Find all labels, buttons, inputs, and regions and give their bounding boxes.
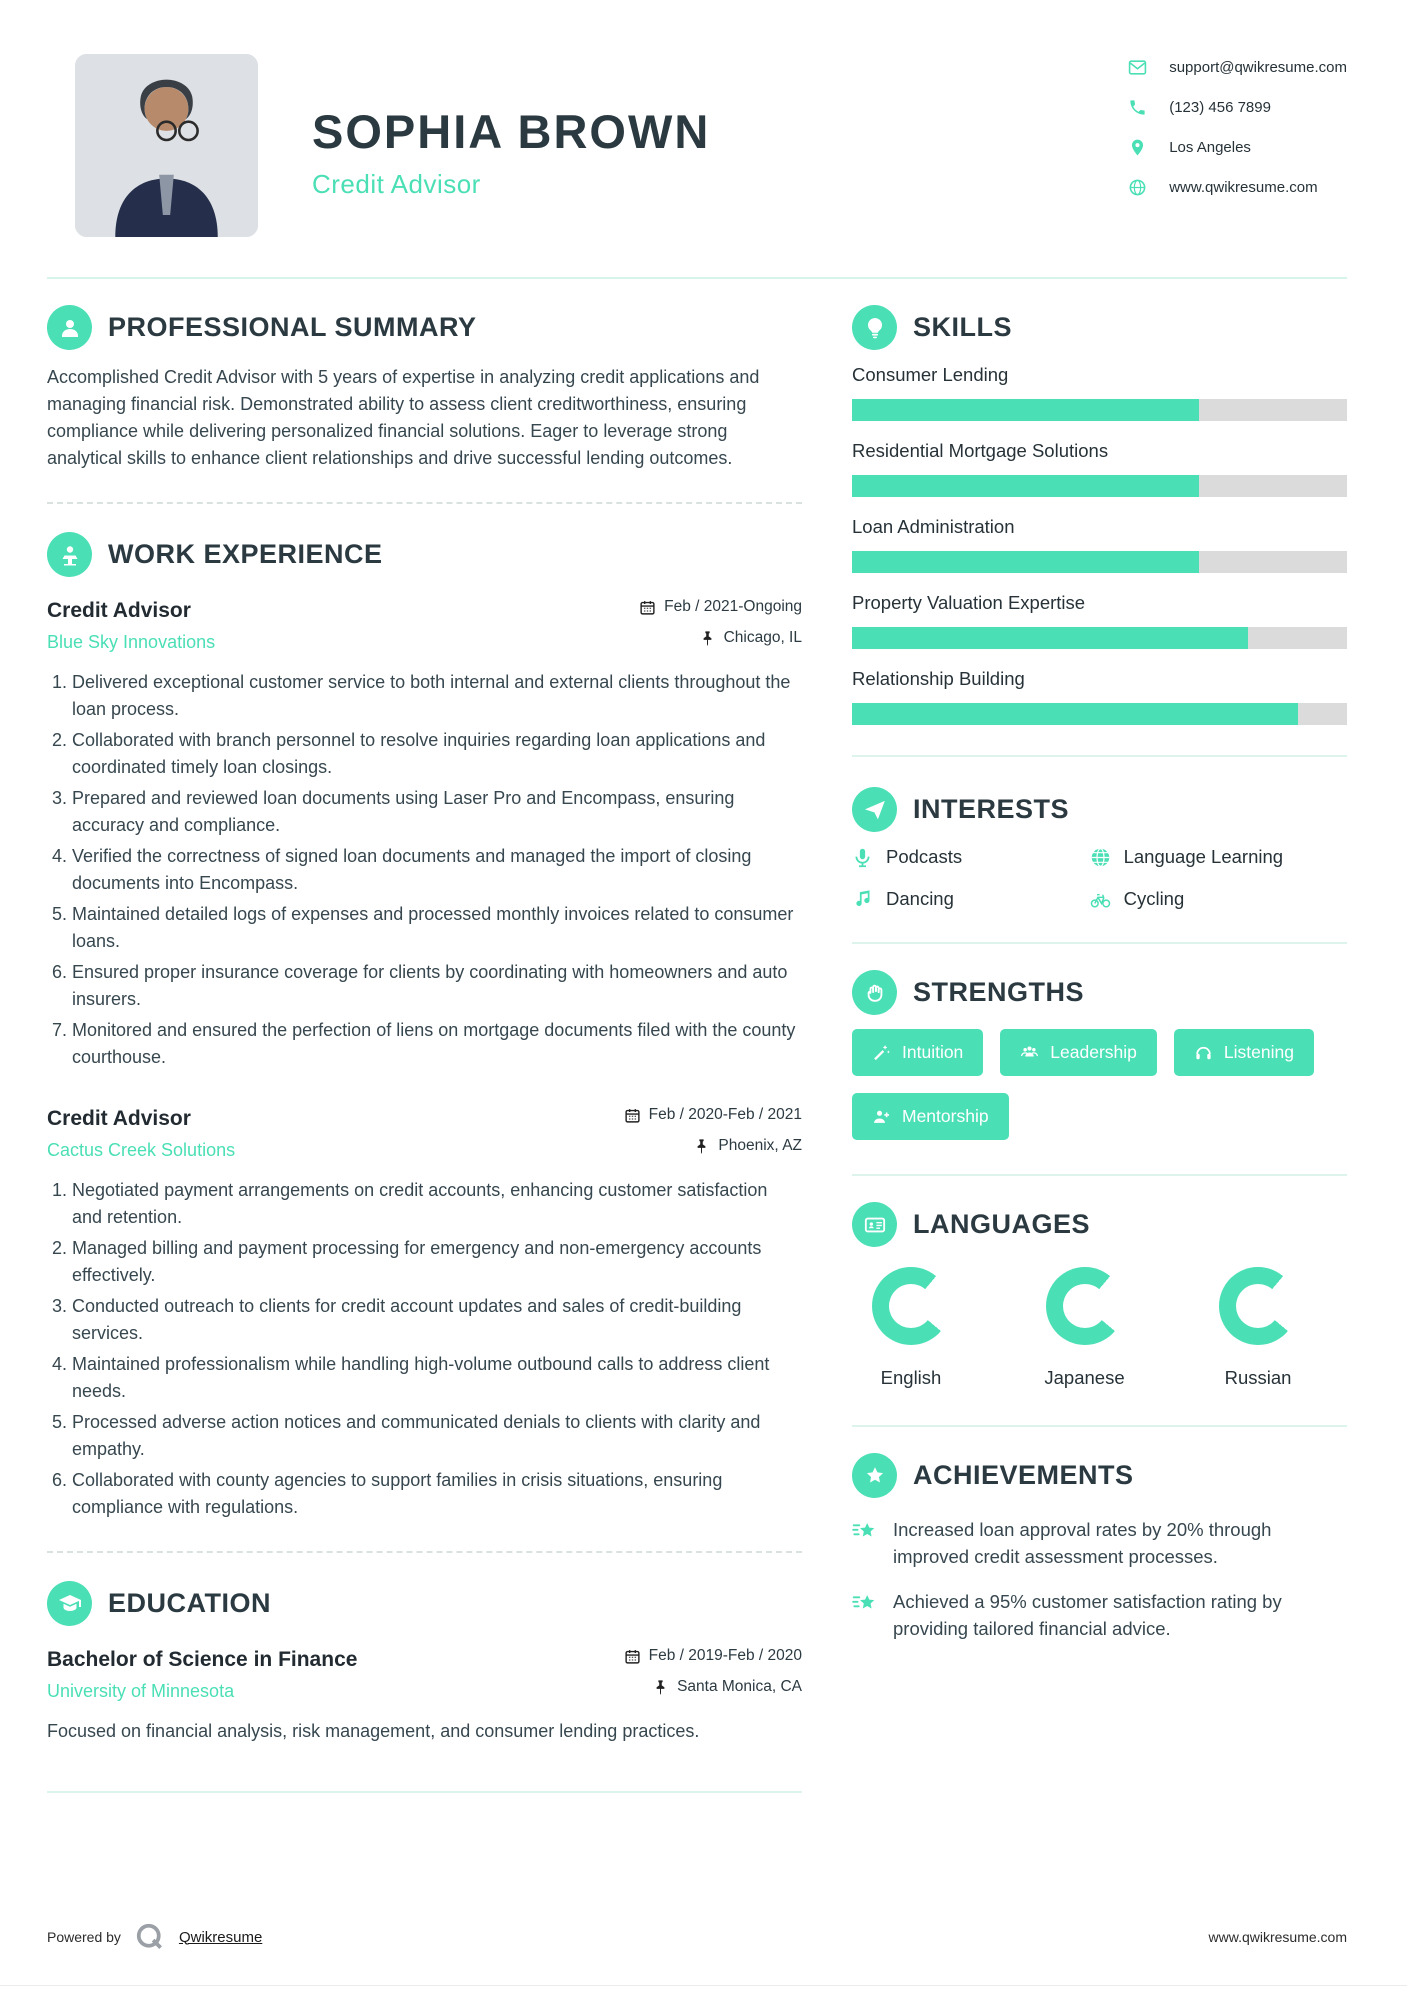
interest-label: Language Learning: [1123, 846, 1284, 867]
job-bullet: 2. Managed billing and payment processing for emergency and non-emergency accounts effectively.: [72, 1235, 802, 1289]
right-column: [852, 305, 1347, 1793]
language-donut: [872, 1267, 950, 1345]
skill-label: Relationship Building: [852, 668, 1025, 689]
profile-photo-illustration: [75, 54, 258, 237]
interest-item: [852, 888, 1090, 910]
page-bottom-rule: [0, 1985, 1407, 1986]
school-name: University of Minnesota: [47, 1681, 235, 1701]
education-heading: EDUCATION: [108, 1588, 271, 1618]
language-label: Japanese: [1044, 1367, 1125, 1388]
section-divider: [47, 1551, 802, 1553]
section-divider: [47, 502, 802, 504]
contact-block: [1128, 58, 1347, 218]
job-bullet: 4. Verified the correctness of signed loan documents and managed the import of closing documents into Encompass.: [72, 843, 802, 897]
skills-heading: SKILLS: [913, 312, 1013, 342]
skill-label: Property Valuation Expertise: [852, 592, 1086, 613]
job-entry: [47, 1099, 802, 1521]
shooting-star-icon: [852, 1590, 879, 1617]
job-company: Cactus Creek Solutions: [47, 1140, 236, 1160]
profile-photo: [75, 54, 258, 237]
job-bullet: 4. Maintained professionalism while handling high-volume outbound calls to address client needs.: [72, 1351, 802, 1405]
section-divider: [852, 1174, 1347, 1176]
wand-icon: [872, 1043, 891, 1062]
languages-heading: LANGUAGES: [913, 1209, 1091, 1239]
strength-label: Mentorship: [902, 1106, 989, 1126]
team-icon: [1020, 1043, 1039, 1062]
pushpin-icon: [693, 1138, 710, 1155]
contact-website[interactable]: [1128, 178, 1347, 197]
job-location: Phoenix, AZ: [693, 1137, 802, 1155]
qwikresume-brand-link[interactable]: Qwikresume: [178, 1928, 263, 1946]
achievements-heading: ACHIEVEMENTS: [913, 1460, 1134, 1490]
star-medal-icon: [852, 1453, 897, 1498]
interest-label: Podcasts: [886, 846, 963, 867]
interests-section-header: [852, 787, 1347, 832]
summary-heading: PROFESSIONAL SUMMARY: [108, 312, 477, 342]
job-bullet: 1. Negotiated payment arrangements on credit accounts, enhancing customer satisfaction and retention.: [72, 1177, 802, 1231]
skill-bar: [852, 551, 1347, 573]
identity-block: [312, 104, 710, 200]
section-divider: [47, 1791, 802, 1793]
skill-item: [852, 364, 1347, 421]
job-bullet: 6. Collaborated with county agencies to support families in crisis situations, ensuring compliance with regulations.: [72, 1467, 802, 1521]
email-icon: [1128, 58, 1147, 77]
skill-label: Residential Mortgage Solutions: [852, 440, 1109, 461]
achievement-item: [852, 1588, 1347, 1642]
location-icon: [1128, 138, 1147, 157]
achievement-text: Achieved a 95% customer satisfaction rating by providing tailored financial advice.: [893, 1591, 1282, 1639]
strengths-heading: STRENGTHS: [913, 977, 1085, 1007]
achievements-section-header: [852, 1453, 1347, 1498]
job-entry: [47, 591, 802, 1071]
skill-bar-fill: [852, 703, 1298, 725]
interest-label: Dancing: [886, 888, 954, 909]
header-divider: [47, 277, 1347, 279]
skill-bar: [852, 627, 1347, 649]
strengths-section-header: [852, 970, 1347, 1015]
job-title: Credit Advisor: [47, 1107, 191, 1130]
skill-bar-fill: [852, 627, 1248, 649]
interests-heading: INTERESTS: [913, 794, 1070, 824]
pushpin-icon: [699, 630, 716, 647]
achievement-text: Increased loan approval rates by 20% through improved credit assessment processes.: [893, 1519, 1272, 1567]
header: [47, 42, 1347, 237]
user-plus-icon: [872, 1107, 891, 1126]
pushpin-icon: [652, 1679, 669, 1696]
strength-label: Listening: [1223, 1042, 1294, 1062]
degree-title: Bachelor of Science in Finance: [47, 1648, 358, 1671]
strength-pill: [1000, 1029, 1157, 1076]
languages-section-header: [852, 1202, 1347, 1247]
strength-pill: [852, 1029, 983, 1076]
contact-website-text: www.qwikresume.com: [1169, 179, 1318, 196]
skills-section-header: [852, 305, 1347, 350]
interest-item: [852, 846, 1090, 868]
skill-bar: [852, 703, 1347, 725]
globe-icon: [1128, 178, 1147, 197]
job-bullet: 6. Ensured proper insurance coverage for clients by coordinating with homeowners and auto insurers.: [72, 959, 802, 1013]
job-bullet-list: [47, 1177, 802, 1521]
job-dates: Feb / 2021-Ongoing: [639, 598, 802, 616]
language-item: [852, 1267, 970, 1389]
education-entry: [47, 1640, 802, 1745]
interest-item: [1090, 846, 1347, 868]
education-section-header: [47, 1581, 802, 1626]
section-divider: [852, 755, 1347, 757]
calendar-icon: [624, 1107, 641, 1124]
skill-bar: [852, 475, 1347, 497]
strength-pill: [1174, 1029, 1314, 1076]
languages-list: [852, 1267, 1347, 1389]
skill-item: [852, 516, 1347, 573]
achievement-item: [852, 1516, 1347, 1570]
lightbulb-icon: [852, 305, 897, 350]
job-bullet: 2. Collaborated with branch personnel to resolve inquiries regarding loan applications and coordinated timely loan closings.: [72, 727, 802, 781]
job-bullet-list: [47, 669, 802, 1071]
interest-label: Cycling: [1123, 888, 1185, 909]
work-experience-icon: [47, 532, 92, 577]
interest-item: [1090, 888, 1347, 910]
language-donut: [1219, 1267, 1297, 1345]
job-bullet: 5. Processed adverse action notices and communicated denials to clients with clarity and empathy.: [72, 1409, 802, 1463]
bicycle-icon: [1090, 889, 1111, 910]
footer: [47, 1922, 1347, 1952]
summary-text: Accomplished Credit Advisor with 5 years of expertise in analyzing credit applications and managing financial risk. Demonstrated ability to assess client creditworthiness, ensuring compliance while delivering personalized financial solutions. Eager to leverage strong analytical skills to enhance client relationships and drive successful lending outcomes.: [47, 367, 760, 468]
person-icon: [47, 305, 92, 350]
strengths-list: [852, 1029, 1347, 1140]
summary-section-header: [47, 305, 802, 350]
job-bullet: 1. Delivered exceptional customer service to both internal and external clients throughout the loan process.: [72, 669, 802, 723]
paper-plane-icon: [852, 787, 897, 832]
calendar-icon: [624, 1648, 641, 1665]
section-divider: [852, 942, 1347, 944]
contact-location-text: Los Angeles: [1169, 139, 1251, 156]
job-company: Blue Sky Innovations: [47, 632, 216, 652]
id-card-icon: [852, 1202, 897, 1247]
headphones-icon: [1194, 1043, 1213, 1062]
language-donut: [1046, 1267, 1124, 1345]
candidate-title: Credit Advisor: [312, 169, 481, 199]
education-dates: Feb / 2019-Feb / 2020: [624, 1647, 802, 1665]
music-note-icon: [852, 889, 873, 910]
qwikresume-logo-icon: [135, 1922, 165, 1952]
interests-grid: [852, 846, 1347, 910]
section-divider: [852, 1425, 1347, 1427]
skill-bar: [852, 399, 1347, 421]
footer-website[interactable]: www.qwikresume.com: [1208, 1929, 1347, 1945]
job-location: Chicago, IL: [699, 629, 802, 647]
globe-icon: [1090, 847, 1111, 868]
job-bullet: 5. Maintained detailed logs of expenses and processed monthly invoices related to consumer loans.: [72, 901, 802, 955]
contact-phone[interactable]: [1128, 98, 1347, 117]
contact-location: [1128, 138, 1347, 157]
contact-phone-text: (123) 456 7899: [1169, 99, 1271, 116]
candidate-name: SOPHIA BROWN: [312, 105, 711, 158]
job-bullet: 3. Prepared and reviewed loan documents using Laser Pro and Encompass, ensuring accuracy and compliance.: [72, 785, 802, 839]
skill-item: [852, 592, 1347, 649]
language-item: [1199, 1267, 1317, 1389]
microphone-icon: [852, 847, 873, 868]
job-title: Credit Advisor: [47, 599, 191, 622]
contact-email[interactable]: [1128, 58, 1347, 77]
skill-item: [852, 668, 1347, 725]
education-location: Santa Monica, CA: [652, 1678, 802, 1696]
skill-label: Loan Administration: [852, 516, 1015, 537]
strength-label: Intuition: [902, 1042, 964, 1062]
graduation-icon: [47, 1581, 92, 1626]
education-description: Focused on financial analysis, risk management, and consumer lending practices.: [47, 1721, 700, 1741]
skill-bar-fill: [852, 551, 1199, 573]
strength-pill: [852, 1093, 1009, 1140]
work-heading: WORK EXPERIENCE: [108, 539, 383, 569]
skill-item: [852, 440, 1347, 497]
job-bullet: 3. Conducted outreach to clients for credit account updates and sales of credit-building services.: [72, 1293, 802, 1347]
shooting-star-icon: [852, 1518, 879, 1545]
left-column: [47, 305, 802, 1793]
job-dates: Feb / 2020-Feb / 2021: [624, 1106, 802, 1124]
calendar-icon: [639, 599, 656, 616]
fist-icon: [852, 970, 897, 1015]
phone-icon: [1128, 98, 1147, 117]
skill-label: Consumer Lending: [852, 364, 1009, 385]
powered-by-label: Powered by: [47, 1929, 121, 1945]
job-bullet: 7. Monitored and ensured the perfection of liens on mortgage documents filed with the county courthouse.: [72, 1017, 802, 1071]
language-label: English: [880, 1367, 942, 1388]
contact-email-text: support@qwikresume.com: [1169, 59, 1347, 76]
skill-bar-fill: [852, 399, 1199, 421]
language-item: [1026, 1267, 1144, 1389]
work-section-header: [47, 532, 802, 577]
strength-label: Leadership: [1050, 1042, 1137, 1062]
skill-bar-fill: [852, 475, 1199, 497]
language-label: Russian: [1224, 1367, 1292, 1388]
